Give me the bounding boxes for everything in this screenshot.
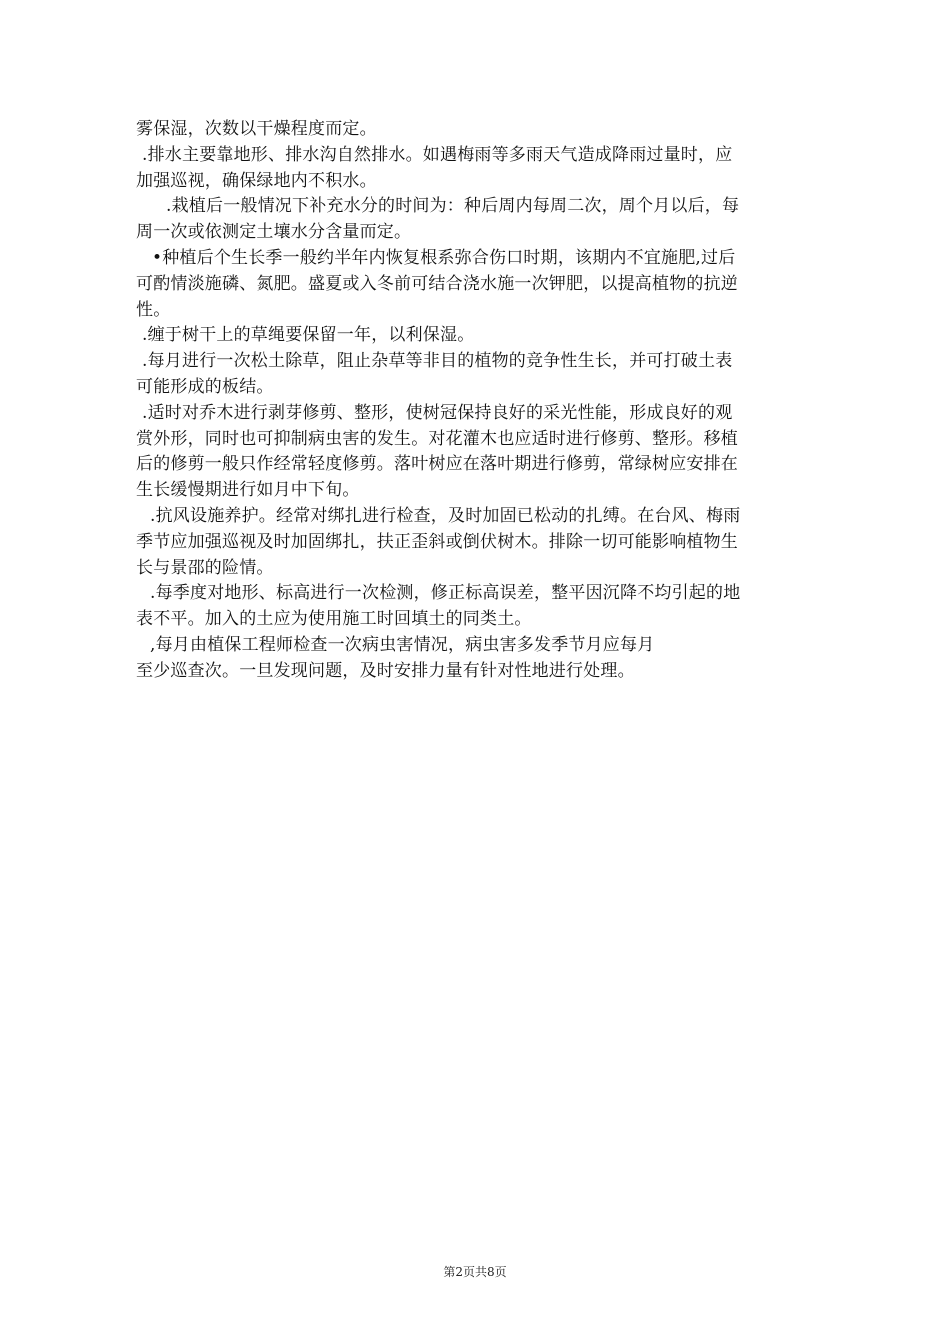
text-line: 后的修剪一般只作经常轻度修剪。落叶树应在落叶期进行修剪，常绿树应安排在	[136, 454, 738, 475]
text-line: .排水主要靠地形、排水沟自然排水。如遇梅雨等多雨天气造成降雨过量时，应	[142, 144, 733, 165]
text-line: 季节应加强巡视及时加固绑扎，扶正歪斜或倒伏树木。排除一切可能影响植物生	[136, 531, 738, 552]
text-line: .每月进行一次松土除草，阻止杂草等非目的植物的竞争性生长，并可打破土表	[142, 351, 733, 372]
text-line: 生长缓慢期进行如月中下旬。	[136, 480, 360, 501]
body-text	[136, 117, 826, 685]
text-line: .抗风设施养护。经常对绑扎进行检查，及时加固已松动的扎缚。在台风、梅雨	[150, 505, 741, 526]
text-line: 赏外形，同时也可抑制病虫害的发生。对花灌木也应适时进行修剪、整形。移植	[136, 428, 738, 449]
text-line: .栽植后一般情况下补充水分的时间为：种后周内每周二次，周个月以后，每	[166, 196, 740, 217]
text-line: 周一次或依测定土壤水分含量而定。	[136, 222, 412, 243]
text-line: .缠于树干上的草绳要保留一年，以利保湿。	[142, 325, 475, 346]
text-line: .适时对乔木进行剥芽修剪、整形，使树冠保持良好的采光性能，形成良好的观	[142, 402, 733, 423]
text-line: 性。	[136, 299, 171, 320]
text-line: ,每月由植保工程师检查一次病虫害情况，病虫害多发季节月应每月	[150, 634, 655, 655]
text-line: 可能形成的板结。	[136, 376, 274, 397]
text-line: 表不平。加入的土应为使用施工时回填土的同类土。	[136, 609, 532, 630]
text-line: 雾保湿，次数以干燥程度而定。	[136, 119, 377, 139]
text-line: 可酌情淡施磷、氮肥。盛夏或入冬前可结合浇水施一次钾肥，以提高植物的抗逆	[136, 273, 738, 294]
text-line: 至少巡查次。一旦发现问题，及时安排力量有针对性地进行处理。	[136, 660, 635, 681]
text-line: .每季度对地形、标高进行一次检测，修正标高误差，整平因沉降不均引起的地	[150, 583, 741, 604]
text-line: •种植后个生长季一般约半年内恢复根系弥合伤口时期，该期内不宜施肥,过后	[152, 247, 736, 268]
page-number-footer: 第2页共8页	[443, 1265, 507, 1279]
text-line: 长与景邵的险情。	[136, 557, 274, 578]
text-line: 加强巡视，确保绿地内不积水。	[136, 170, 377, 191]
